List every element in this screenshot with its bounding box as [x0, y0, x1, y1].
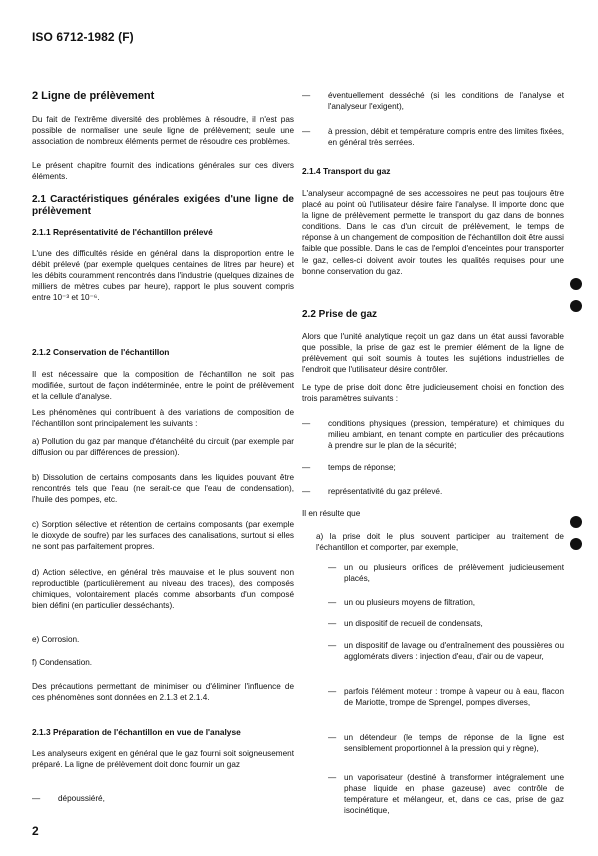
sub-item-5	[302, 686, 564, 708]
sub-item-text: un dispositif de lavage ou d'entraînement des poussières ou agglomérats divers : injection d'eau, d'air ou de vapeur,	[344, 641, 564, 662]
dash-item-depoussiere	[32, 793, 294, 804]
section-2-1-1-paragraph: L'une des difficultés réside en général dans la disproportion entre le débit prélevé (par exemple quelques centaines de litres par heure) et les débits couramment rencontrés dans l'industrie (quelques dizaines de milliers de mètres cubes par heure), rapport le plus souvent compris entre 10⁻³ et 10⁻⁶.	[32, 249, 294, 303]
dash-item-text: éventuellement desséché (si les conditions de l'analyse et l'analyseur l'exigent),	[328, 91, 564, 112]
section-2-2-paragraph-1: Alors que l'unité analytique reçoit un gaz dans un état aussi favorable que possible, la prise de gaz est le premier élément de la ligne de prélèvement qui soit soumis à toutes les sujétions industrielles de l'endroit que l'utilisateur désire contrôler.	[302, 332, 564, 375]
dash-marker: —	[328, 641, 337, 650]
list-item-b: b) Dissolution de certains composants dans les liquides pouvant être rencontrés tels que l'eau (ne serait-ce que l'eau de condensation), l'huile des pompes, etc.	[32, 473, 294, 505]
margin-dot	[570, 300, 582, 312]
list-item-a-right: a) la prise doit le plus souvent participer au traitement de l'échantillon et comporter, par exemple,	[316, 532, 564, 553]
dash-item-text: dépoussiéré,	[58, 794, 105, 803]
section-2-paragraph-2: Le présent chapitre fournit des indications générales sur ces divers éléments.	[32, 161, 294, 182]
section-2-1-4-paragraph: L'analyseur accompagné de ses accessoires ne peut pas toujours être placé au point où l'utilisateur désire faire l'analyse. Il importe donc que la ligne de prélèvement permette le transport du gaz dans de bonnes conditions. Dans le cas d'un circuit de prélèvement, le temps de réponse à un changement de composition de l'échantillon doit être aussi faible que possible. Dans le cas de l'emploi d'enceintes pour transporter le gaz, celles-ci doivent avoir toutes les qualités requises pour une bonne conservation du gaz.	[302, 189, 564, 276]
sub-item-text: un dispositif de recueil de condensats,	[344, 619, 483, 628]
list-item-d: d) Action sélective, en général très mauvaise et le plus souvent non reproductible (particulièrement au niveau des traces), des composés chimiques, volontairement placés comme absorbants d'un composé bien défini (en particulier desséchants).	[32, 568, 294, 611]
dash-item-conditions	[302, 418, 564, 451]
section-2-1-1-title: 2.1.1 Représentativité de l'échantillon prélevé	[32, 227, 213, 237]
dash-marker: —	[328, 733, 337, 742]
dash-marker: —	[302, 91, 311, 100]
sub-item-4	[302, 640, 564, 662]
page-number: 2	[32, 824, 39, 838]
dash-marker: —	[302, 463, 311, 472]
section-2-2-paragraph-3: Il en résulte que	[302, 509, 361, 518]
section-2-title: 2 Ligne de prélèvement	[32, 90, 155, 102]
section-2-1-2-paragraph-1: Il est nécessaire que la composition de l'échantillon ne soit pas modifiée, surtout de façon indéterminée, entre le point de prélèvement et la cellule d'analyse.	[32, 370, 294, 402]
dash-item-desseche	[302, 90, 564, 112]
section-2-1-4-title: 2.1.4 Transport du gaz	[302, 166, 391, 176]
dash-marker: —	[302, 487, 311, 496]
dash-marker: —	[328, 687, 337, 696]
sub-item-text: parfois l'élément moteur : trompe à vapeur ou à eau, flacon de Mariotte, trompe de Sprengel, pompes diverses,	[344, 687, 564, 708]
dash-marker: —	[328, 619, 337, 628]
dash-marker: —	[32, 794, 41, 803]
list-item-f: f) Condensation.	[32, 658, 93, 667]
dash-item-temps	[302, 462, 564, 473]
section-2-2-paragraph-2: Le type de prise doit donc être judicieusement choisi en fonction des trois paramètres suivants :	[302, 383, 564, 404]
sub-item-text: un ou plusieurs orifices de prélèvement judicieusement placés,	[344, 563, 564, 584]
list-item-a: a) Pollution du gaz par manque d'étanchéité du circuit (par exemple par diffusion ou par différences de pression).	[32, 437, 294, 458]
section-2-1-3-title: 2.1.3 Préparation de l'échantillon en vue de l'analyse	[32, 727, 241, 737]
section-2-1-title: 2.1 Caractéristiques générales exigées d'une ligne de prélèvement	[32, 194, 294, 217]
section-2-1-2-paragraph-2: Les phénomènes qui contribuent à des variations de composition de l'échantillon sont principalement les suivants :	[32, 408, 294, 429]
sub-item-text: un détendeur (le temps de réponse de la ligne est sensiblement proportionnel à la pression qui y règne),	[344, 733, 564, 754]
sub-item-text: un ou plusieurs moyens de filtration,	[344, 598, 476, 607]
dash-item-representativite	[302, 486, 564, 497]
dash-item-pression	[302, 126, 564, 148]
list-item-e: e) Corrosion.	[32, 635, 80, 644]
sub-item-2	[302, 597, 564, 608]
document-header: ISO 6712-1982 (F)	[32, 30, 134, 44]
sub-item-7	[302, 772, 564, 816]
margin-dot	[570, 538, 582, 550]
section-2-1-3-paragraph: Les analyseurs exigent en général que le gaz fourni soit soigneusement préparé. La ligne de prélèvement doit donc fournir un gaz	[32, 749, 294, 770]
section-2-paragraph-1: Du fait de l'extrême diversité des problèmes à résoudre, il n'est pas possible de normaliser une seule ligne de prélèvement; seule une association de nombreux éléments permet de résoudre ces problèmes.	[32, 115, 294, 147]
section-2-1-2-paragraph-3: Des précautions permettant de minimiser ou d'éliminer l'influence de ces phénomènes sont données en 2.1.3 et 2.1.4.	[32, 682, 294, 703]
section-2-2-title: 2.2 Prise de gaz	[302, 309, 378, 320]
dash-marker: —	[302, 127, 311, 136]
section-2-1-2-title: 2.1.2 Conservation de l'échantillon	[32, 347, 170, 357]
dash-item-text: temps de réponse;	[328, 463, 396, 472]
dash-marker: —	[328, 563, 337, 572]
sub-item-6	[302, 732, 564, 754]
dash-item-text: représentativité du gaz prélevé.	[328, 487, 443, 496]
margin-dot	[570, 516, 582, 528]
dash-item-text: à pression, débit et température compris entre des limites fixées, en général très serrées.	[328, 127, 564, 148]
sub-item-text: un vaporisateur (destiné à transformer intégralement une phase liquide en phase gazeuse) avec contrôle de température et mélangeur, et, dans ce cas, prise de gaz isocinétique,	[344, 773, 564, 816]
margin-dot	[570, 278, 582, 290]
dash-marker: —	[328, 773, 337, 782]
sub-item-1	[302, 562, 564, 584]
list-item-c: c) Sorption sélective et rétention de certains composants (par exemple le dioxyde de soufre) par les surfaces des canalisations, surtout si elles ne sont pas parfaitement propres.	[32, 520, 294, 552]
dash-item-text: conditions physiques (pression, température) et chimiques du milieu ambiant, en tenant compte en particulier des précautions à prendre sur le plan de la sécurité;	[328, 419, 564, 451]
dash-marker: —	[328, 598, 337, 607]
dash-marker: —	[302, 419, 311, 428]
sub-item-3	[302, 618, 564, 629]
